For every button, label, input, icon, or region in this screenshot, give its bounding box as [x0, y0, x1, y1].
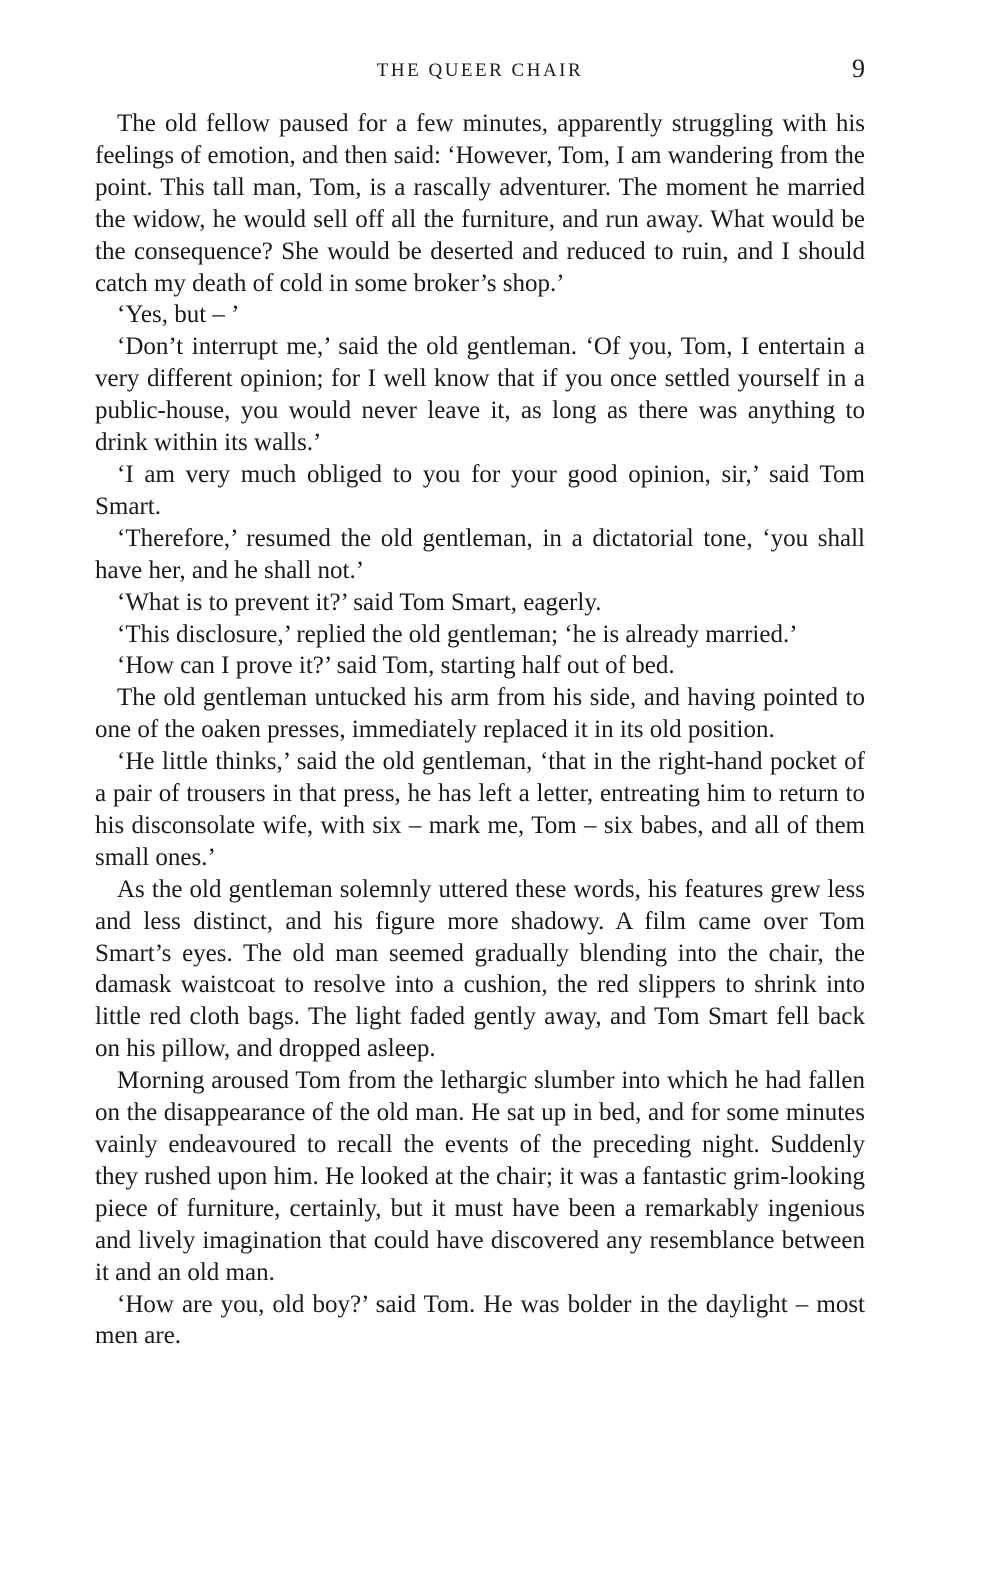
book-page [95, 50, 865, 1352]
body-text [95, 108, 865, 1352]
page-number: 9 [852, 54, 865, 83]
paragraph: ‘I am very much obliged to you for your good opinion, sir,’ said Tom Smart. [95, 460, 865, 520]
paragraph: The old fellow paused for a few minutes, apparently struggling with his feelings of emotion, and then said: ‘However, Tom, I am wandering from the point. This tall man, Tom, is a rascally adventurer. The moment he married the widow, he would sell off all the furniture, and run away. What would be the consequence? She would be deserted and reduced to ruin, and I should catch my death of cold in some broker’s shop.’ [95, 110, 865, 297]
paragraph: Morning aroused Tom from the lethargic slumber into which he had fallen on the disappearance of the old man. He sat up in bed, and for some minutes vainly endeavoured to recall the events of the preceding night. Suddenly they rushed upon him. He looked at the chair; it was a fantastic grim-looking piece of furniture, certainly, but it must have been a remarkably ingenious and lively imagination that could have discovered any resemblance between it and an old man. [95, 1067, 865, 1286]
paragraph: ‘Don’t interrupt me,’ said the old gentleman. ‘Of you, Tom, I entertain a very different opinion; for I well know that if you once settled yourself in a public-house, you would never leave it, as long as there was anything to drink within its walls.’ [95, 333, 865, 457]
paragraph: ‘This disclosure,’ replied the old gentleman; ‘he is already married.’ [117, 620, 798, 648]
running-head [95, 50, 865, 108]
paragraph: As the old gentleman solemnly uttered these words, his features grew less and less distinct, and his figure more shadowy. A film came over Tom Smart’s eyes. The old man seemed gradually blending into the chair, the damask waistcoat to resolve into a cushion, the red slippers to shrink into little red cloth bags. The light faded gently away, and Tom Smart fell back on his pillow, and dropped asleep. [95, 875, 865, 1063]
paragraph: ‘How can I prove it?’ said Tom, starting half out of bed. [117, 652, 675, 680]
paragraph: ‘Yes, but – ’ [117, 301, 240, 329]
paragraph: The old gentleman untucked his arm from his side, and having pointed to one of the oaken presses, immediately replaced it in its old position. [95, 684, 865, 744]
paragraph: ‘He little thinks,’ said the old gentleman, ‘that in the right-hand pocket of a pair of trousers in that press, he has left a letter, entreating him to return to his disconsolate wife, with six – mark me, Tom – six babes, and all of them small ones.’ [95, 748, 865, 871]
paragraph: ‘What is to prevent it?’ said Tom Smart, eagerly. [117, 588, 602, 616]
paragraph: ‘Therefore,’ resumed the old gentleman, in a dictatorial tone, ‘you shall have her, and he shall not.’ [95, 524, 865, 584]
running-title: THE QUEER CHAIR [376, 60, 584, 81]
paragraph: ‘How are you, old boy?’ said Tom. He was bolder in the daylight – most men are. [95, 1290, 865, 1350]
